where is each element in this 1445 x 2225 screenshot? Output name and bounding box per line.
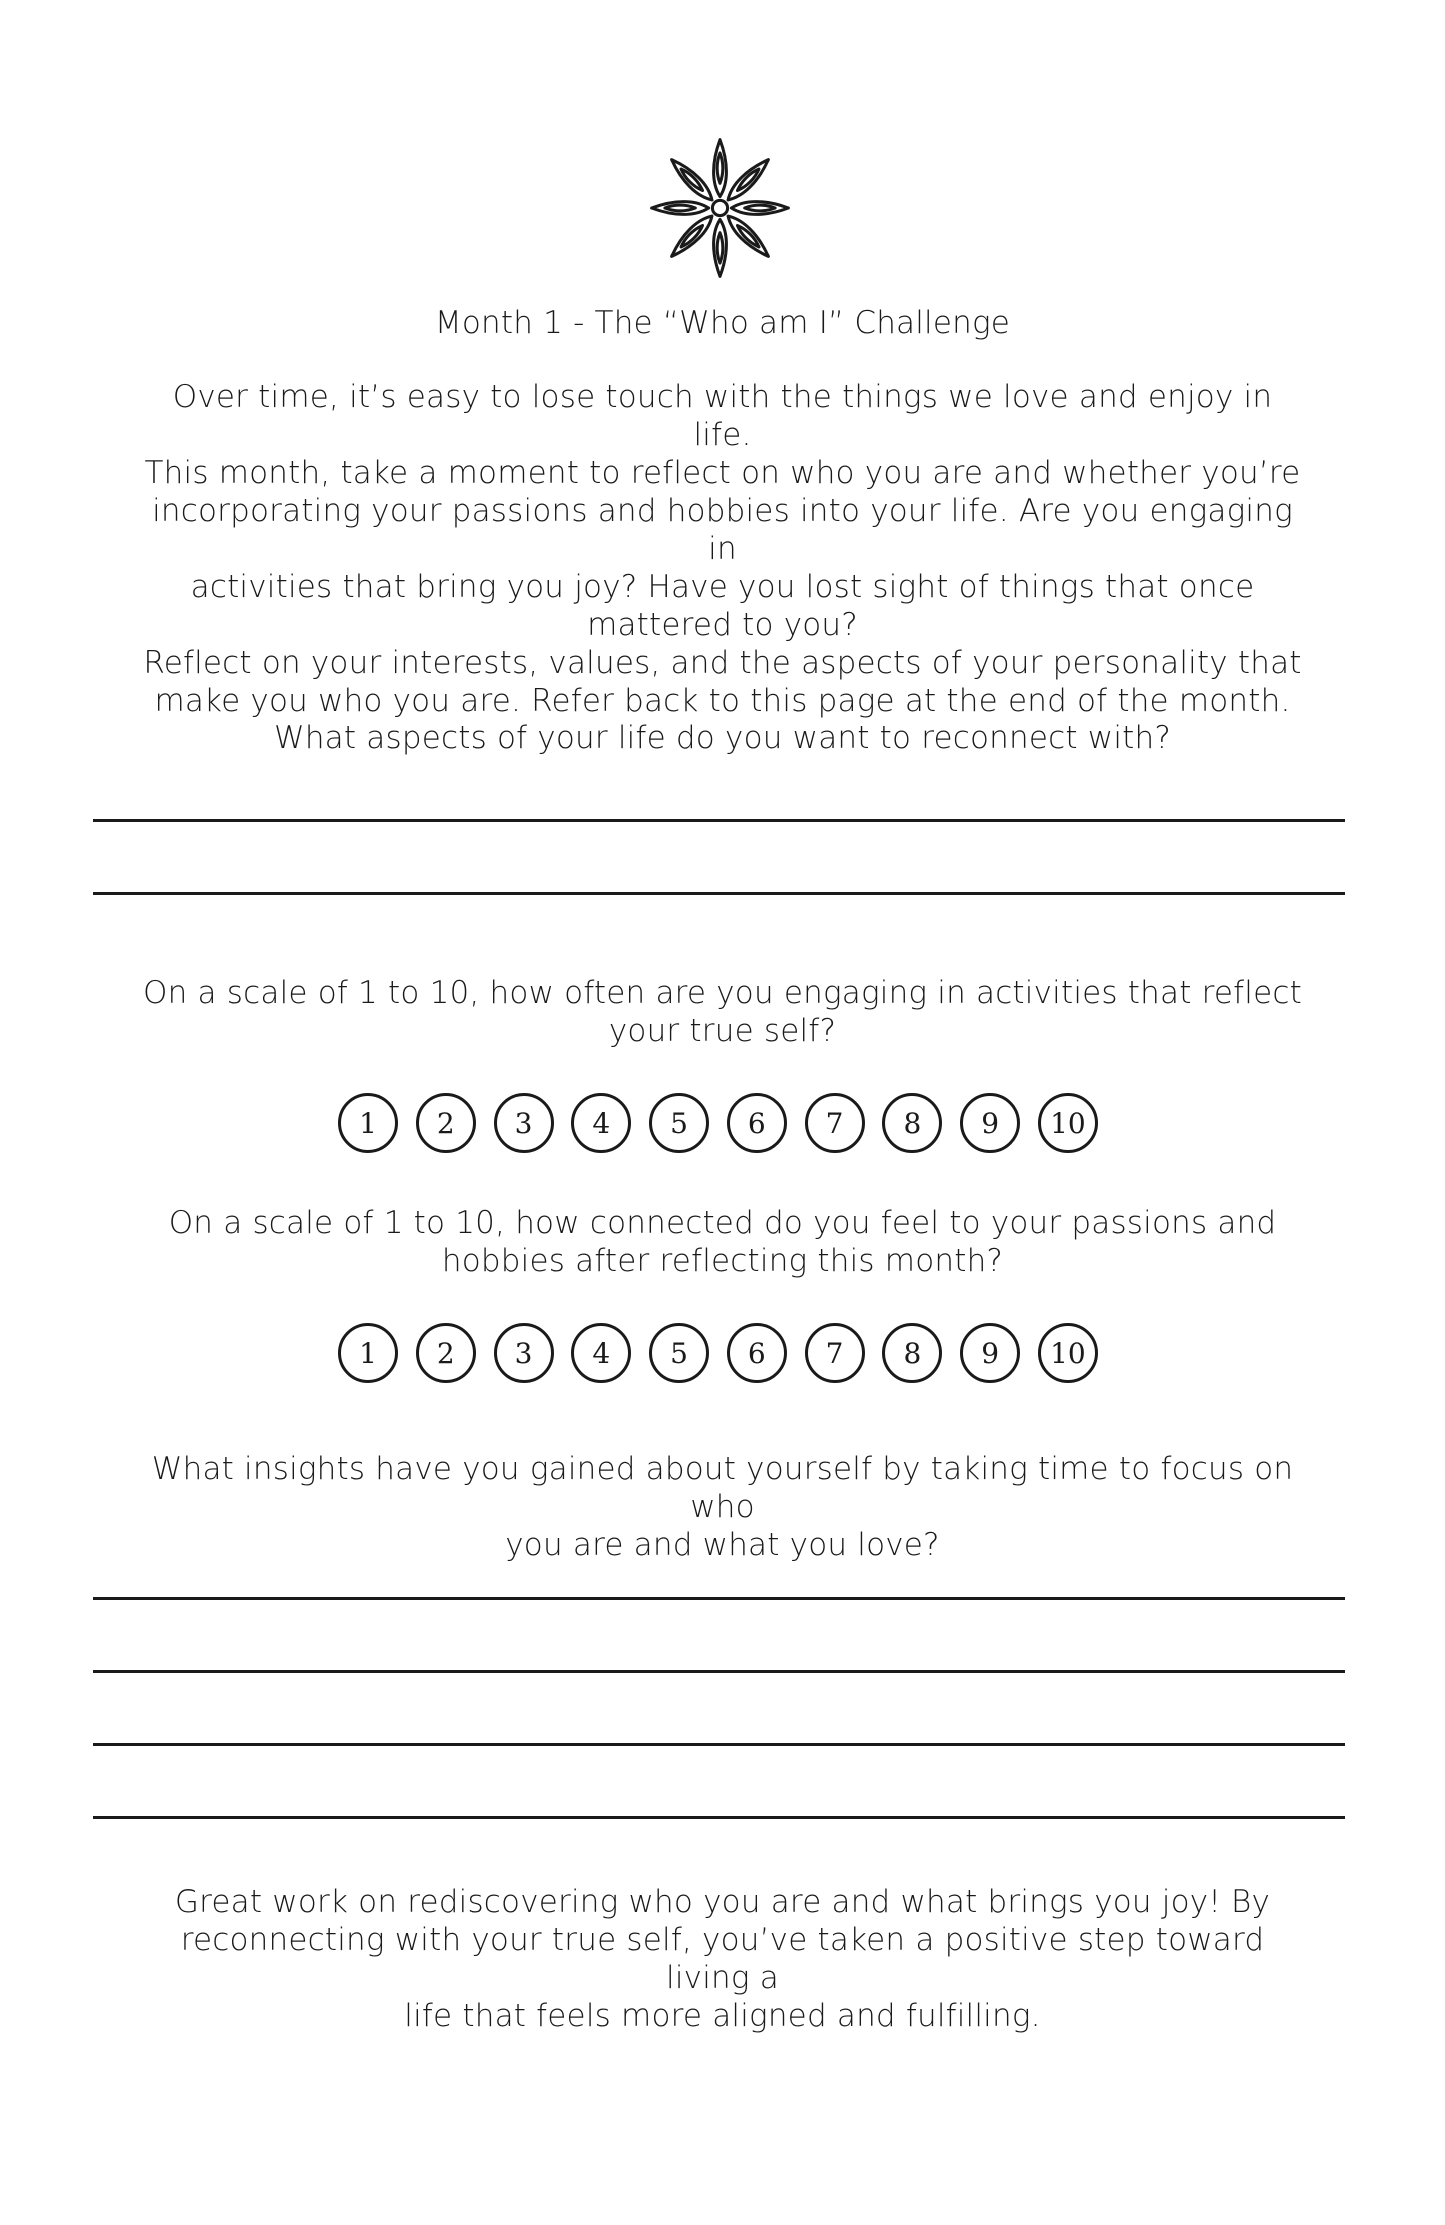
rating-option-5[interactable]: 5 [649, 1323, 709, 1383]
question-text: What aspects of your life do you want to reconnect with? [273, 720, 1172, 756]
rating-option-10[interactable]: 10 [1038, 1093, 1098, 1153]
rating-scale-true-self [338, 1093, 1098, 1153]
intro-line: This month, take a moment to reflect on who you are and whether you’re [144, 455, 1301, 491]
question-text: you are and what you love? [505, 1527, 940, 1563]
rating-option-6[interactable]: 6 [727, 1093, 787, 1153]
rating-option-7[interactable]: 7 [805, 1093, 865, 1153]
question-insights [140, 1450, 1305, 1564]
rating-option-4[interactable]: 4 [571, 1093, 631, 1153]
rating-option-2[interactable]: 2 [416, 1323, 476, 1383]
intro-line: Reflect on your interests, values, and the aspects of your personality that [143, 645, 1302, 681]
rating-option-8[interactable]: 8 [882, 1093, 942, 1153]
rating-option-5[interactable]: 5 [649, 1093, 709, 1153]
question-text: hobbies after reflecting this month? [441, 1243, 1004, 1279]
answer-line[interactable] [93, 1597, 1345, 1600]
rating-option-9[interactable]: 9 [960, 1323, 1020, 1383]
rating-option-1[interactable]: 1 [338, 1323, 398, 1383]
page-title [140, 304, 1305, 342]
rating-option-7[interactable]: 7 [805, 1323, 865, 1383]
question-reconnect [140, 719, 1305, 757]
title-text: Month 1 - The “Who am I” Challenge [434, 305, 1011, 341]
answer-line[interactable] [93, 1670, 1345, 1673]
answer-line[interactable] [93, 1816, 1345, 1819]
rating-option-2[interactable]: 2 [416, 1093, 476, 1153]
mandala-flower-icon [644, 132, 796, 284]
rating-scale-connected [338, 1323, 1098, 1383]
intro-line: mattered to you? [587, 607, 858, 643]
rating-option-3[interactable]: 3 [494, 1323, 554, 1383]
question-text: On a scale of 1 to 10, how connected do you feel to your passions and [168, 1205, 1277, 1241]
rating-option-10[interactable]: 10 [1038, 1323, 1098, 1383]
intro-line: activities that bring you joy? Have you lost sight of things that once [190, 569, 1255, 605]
rating-option-3[interactable]: 3 [494, 1093, 554, 1153]
closing-line: life that feels more aligned and fulfilling. [404, 1998, 1041, 2034]
rating-option-9[interactable]: 9 [960, 1093, 1020, 1153]
closing-line: Great work on rediscovering who you are and what brings you joy! By [174, 1884, 1271, 1920]
answer-line[interactable] [93, 1743, 1345, 1746]
closing-message [140, 1883, 1305, 2035]
intro-line: Over time, it’s easy to lose touch with the things we love and enjoy in life. [172, 379, 1273, 453]
rating-option-4[interactable]: 4 [571, 1323, 631, 1383]
question-true-self-scale [140, 974, 1305, 1050]
intro-paragraph [140, 378, 1305, 720]
rating-option-8[interactable]: 8 [882, 1323, 942, 1383]
question-connected-scale [140, 1204, 1305, 1280]
question-text: your true self? [608, 1013, 837, 1049]
rating-option-6[interactable]: 6 [727, 1323, 787, 1383]
closing-line: reconnecting with your true self, you’ve taken a positive step toward living a [180, 1922, 1265, 1996]
intro-line: make you who you are. Refer back to this page at the end of the month. [154, 683, 1291, 719]
question-text: What insights have you gained about yourself by taking time to focus on who [151, 1451, 1294, 1525]
question-text: On a scale of 1 to 10, how often are you engaging in activities that reflect [143, 975, 1302, 1011]
answer-line[interactable] [93, 819, 1345, 822]
intro-line: incorporating your passions and hobbies into your life. Are you engaging in [152, 493, 1293, 567]
rating-option-1[interactable]: 1 [338, 1093, 398, 1153]
answer-line[interactable] [93, 892, 1345, 895]
